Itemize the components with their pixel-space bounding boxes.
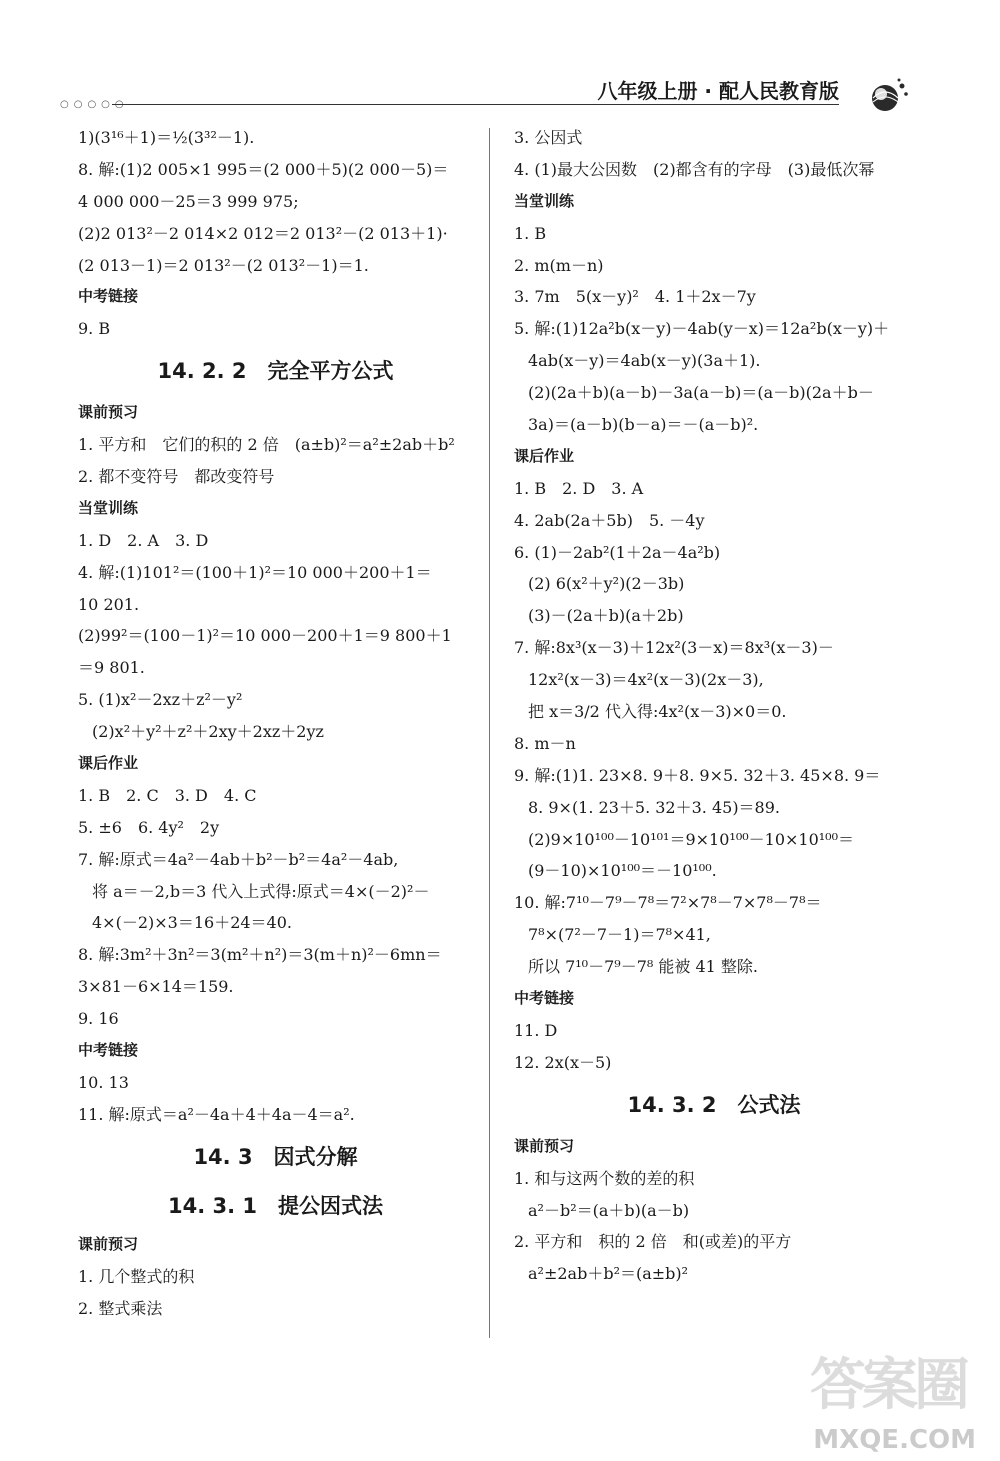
answer-line: (2 013－1)＝2 013²－(2 013²－1)＝1. [78,255,369,275]
answer-line: 8. m－n [514,733,576,753]
answer-line: 1. 平方和 它们的积的 2 倍 (a±b)²＝a²±2ab＋b² [78,435,455,455]
answer-line: 2. m(m－n) [514,255,604,275]
watermark [786,1345,986,1455]
section-label: 课后作业 [78,754,139,773]
section-label: 课前预习 [78,1234,139,1253]
answer-line: (2)(2a＋b)(a－b)－3a(a－b)＝(a－b)(2a＋b－ [528,383,874,403]
answer-line: 把 x＝3/2 代入得:4x²(x－3)×0＝0. [528,702,787,722]
answer-line: 2. 平方和 积的 2 倍 和(或差)的平方 [514,1232,792,1252]
answer-line: 9. 解:(1)1. 23×8. 9＋8. 9×5. 32＋3. 45×8. 9＝ [514,765,881,785]
answer-line: 9. B [78,319,111,339]
section-label: 当堂训练 [78,498,139,517]
answer-line: (9－10)×10¹⁰⁰＝－10¹⁰⁰. [528,861,717,881]
answer-line: (2)x²＋y²＋z²＋2xy＋2xz＋2yz [92,722,324,742]
answer-line: 7⁸×(7²－7－1)＝7⁸×41, [528,925,711,945]
answer-line: 1. 和与这两个数的差的积 [514,1168,695,1188]
answer-line: 3a)＝(a－b)(b－a)＝－(a－b)². [528,415,759,435]
answer-line: 2. 整式乘法 [78,1298,163,1318]
answer-line: 7. 解:原式＝4a²－4ab＋b²－b²＝4a²－4ab, [78,849,399,869]
answer-line: (2)9×10¹⁰⁰－10¹⁰¹＝9×10¹⁰⁰－10×10¹⁰⁰＝ [528,829,855,849]
answer-line: 1. B 2. C 3. D 4. C [78,785,257,805]
section-heading: 14. 3. 1 提公因式法 [167,1193,384,1218]
answer-line: 1. D 2. A 3. D [78,530,209,550]
column-divider [489,128,490,1338]
section-heading: 14. 3 因式分解 [193,1144,358,1169]
section-label: 中考链接 [78,287,139,306]
watermark-url: MXQE.COM [813,1425,976,1455]
answer-line: 5. ±6 6. 4y² 2y [78,817,220,837]
answer-line: 所以 7¹⁰－7⁹－7⁸ 能被 41 整除. [528,957,758,977]
answer-line: 3×81－6×14＝159. [78,977,234,997]
header-dots: ○○○○○ [60,99,129,110]
answer-line: a²－b²＝(a＋b)(a－b) [528,1200,690,1220]
answer-line: 11. 解:原式＝a²－4a＋4＋4a－4＝a². [78,1104,355,1124]
answer-line: 1. B 2. D 3. A [514,478,644,498]
answer-line: 1. B [514,223,547,243]
answer-line: 4ab(x－y)＝4ab(x－y)(3a＋1). [528,351,761,371]
answer-line: 4. 解:(1)101²＝(100＋1)²＝10 000＋200＋1＝ [78,562,432,582]
answer-line: (2) 6(x²＋y²)(2－3b) [528,574,685,594]
answer-line: (2)2 013²－2 014×2 012＝2 013²－(2 013＋1)· [78,223,448,243]
answer-line: (2)99²＝(100－1)²＝10 000－200＋1＝9 800＋1 [78,626,452,646]
answer-line: 1. 几个整式的积 [78,1266,195,1286]
answer-line: 9. 16 [78,1009,119,1029]
answer-line: 将 a＝－2,b＝3 代入上式得:原式＝4×(－2)²－ [92,881,430,901]
section-label: 中考链接 [78,1041,139,1060]
page-header [60,72,935,112]
answer-line: ＝9 801. [78,658,145,678]
section-label: 课后作业 [514,446,575,465]
section-label: 课前预习 [514,1136,575,1155]
answer-line: 11. D [514,1020,558,1040]
left-column [78,122,473,1324]
right-column [514,122,914,1290]
answer-line: 8. 9×(1. 23＋5. 32＋3. 45)＝89. [528,797,781,817]
answer-line: 10. 解:7¹⁰－7⁹－7⁸＝7²×7⁸－7×7⁸－7⁸＝ [514,893,822,913]
section-heading: 14. 3. 2 公式法 [627,1092,801,1117]
answer-line: 8. 解:3m²＋3n²＝3(m²＋n²)＝3(m＋n)²－6mn＝ [78,945,442,965]
answer-line: 2. 都不变符号 都改变符号 [78,467,275,487]
answer-line: 4. 2ab(2a＋5b) 5. －4y [514,510,705,530]
answer-line: 4×(－2)×3＝16＋24＝40. [92,913,293,933]
header-title: 八年级上册 · 配人民教育版 [589,75,839,104]
answer-line: 12x²(x－3)＝4x²(x－3)(2x－3), [528,670,764,690]
answer-line: 3. 公因式 [514,128,583,147]
answer-line: 6. (1)－2ab²(1＋2a－4a²b) [514,542,721,562]
answer-line: 1)(3¹⁶＋1)＝½(3³²－1). [78,128,255,147]
answer-line: 5. 解:(1)12a²b(x－y)－4ab(y－x)＝12a²b(x－y)＋ [514,319,890,339]
answer-line: 3. 7m 5(x－y)² 4. 1＋2x－7y [514,287,756,307]
answer-line: 10 201. [78,594,140,614]
answer-line: 4 000 000－25＝3 999 975; [78,191,299,211]
answer-line: a²±2ab＋b²＝(a±b)² [528,1264,689,1284]
header-rule [112,104,839,105]
answer-line: 10. 13 [78,1072,129,1092]
section-heading: 14. 2. 2 完全平方公式 [157,359,394,384]
header-emblem-icon [869,76,909,116]
section-label: 课前预习 [78,403,139,422]
answer-line: 4. (1)最大公因数 (2)都含有的字母 (3)最低次幂 [514,159,875,179]
section-label: 中考链接 [514,989,575,1008]
section-label: 当堂训练 [514,191,575,210]
answer-line: (3)－(2a＋b)(a＋2b) [528,606,684,626]
watermark-logo: 答案圈 [810,1353,966,1418]
answer-line: 8. 解:(1)2 005×1 995＝(2 000＋5)(2 000－5)＝ [78,159,449,179]
answer-line: 5. (1)x²－2xz＋z²－y² [78,690,243,710]
answer-line: 7. 解:8x³(x－3)＋12x²(3－x)＝8x³(x－3)－ [514,638,834,658]
answer-line: 12. 2x(x－5) [514,1052,612,1072]
